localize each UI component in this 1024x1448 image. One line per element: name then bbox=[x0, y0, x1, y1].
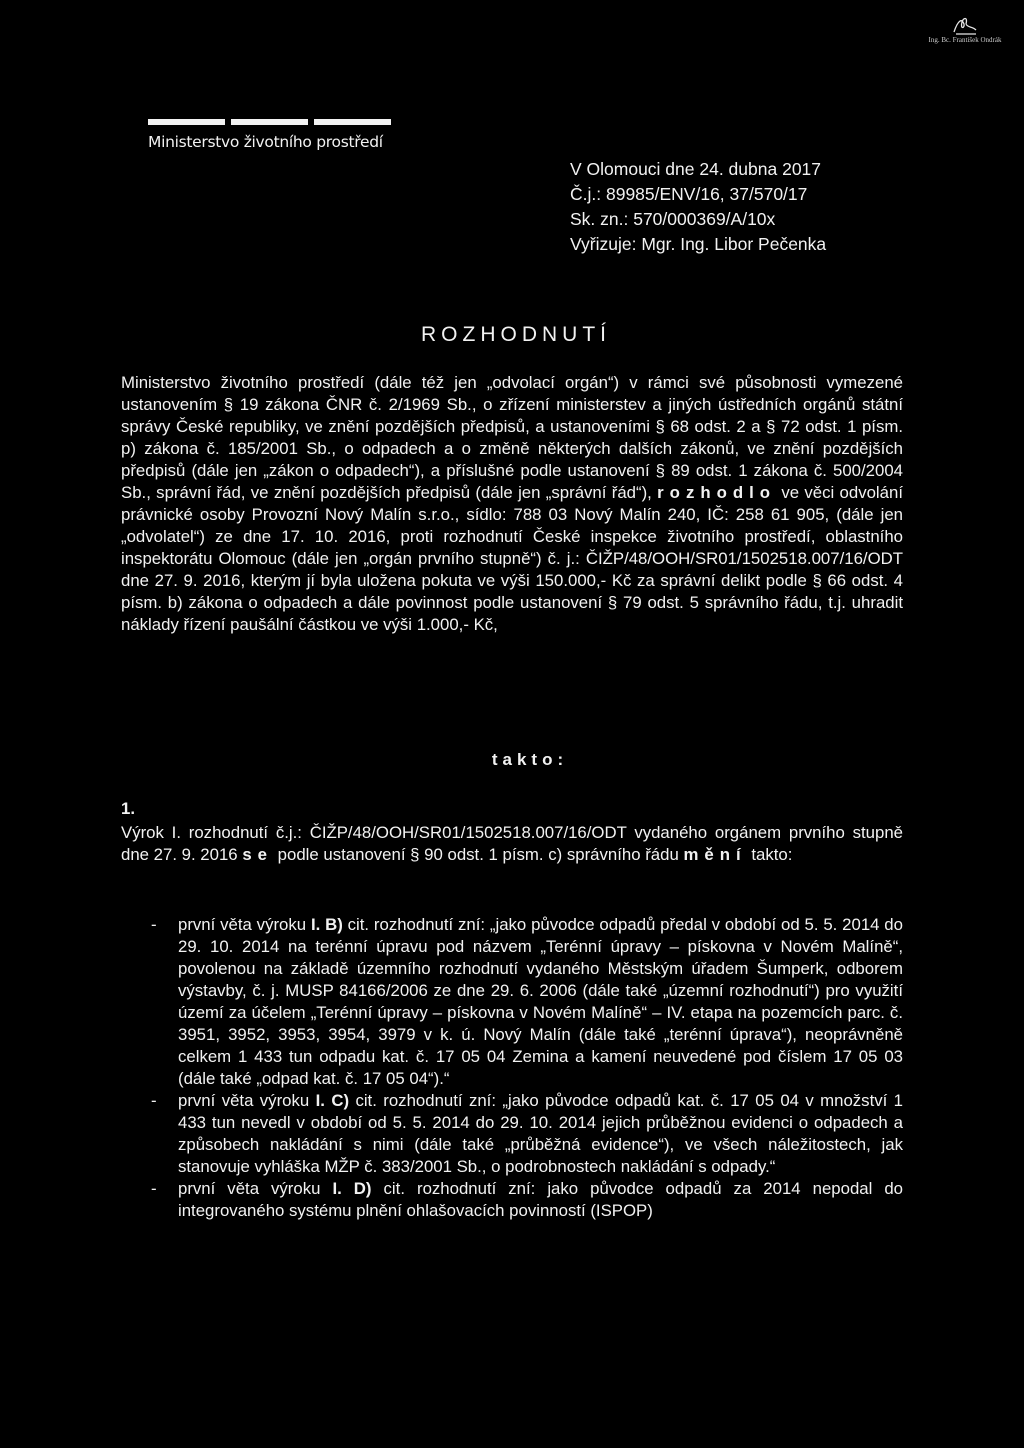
takto-heading: takto: bbox=[491, 750, 569, 769]
logo-bar bbox=[148, 119, 225, 125]
point-part2: podle ustanovení § 90 odst. 1 písm. c) správního řádu bbox=[277, 845, 679, 864]
point-part1: Výrok I. rozhodnutí č.j.: ČIŽP/48/OOH/SR01/1502518.007/16/ODT vydaného orgánem prvního stupně dne 27. 9. 2016 bbox=[121, 823, 903, 864]
list-dash: - bbox=[151, 1179, 157, 1198]
logo-bar bbox=[231, 119, 308, 125]
item-lead: první věta výroku bbox=[178, 1091, 310, 1110]
document-meta bbox=[570, 157, 826, 257]
point-paragraph bbox=[121, 822, 903, 866]
item-text: cit. rozhodnutí zní: jako původce odpadů za 2014 nepodal do integrovaného systému plnění ohlašovacích povinností (ISPOP) bbox=[178, 1179, 904, 1220]
intro-verb: rozhodlo bbox=[657, 483, 776, 502]
list-item bbox=[121, 914, 903, 1090]
signature bbox=[926, 14, 1004, 44]
ministry-logo bbox=[148, 119, 398, 151]
point-number: 1. bbox=[121, 799, 135, 818]
point-se: se bbox=[242, 845, 273, 864]
item-lead: první věta výroku bbox=[178, 1179, 321, 1198]
point-part3: takto: bbox=[751, 845, 793, 864]
item-ref: I. D) bbox=[332, 1179, 372, 1198]
reference-number: Č.j.: 89985/ENV/16, 37/570/17 bbox=[570, 184, 808, 204]
intro-paragraph bbox=[121, 372, 903, 636]
list-item bbox=[121, 1090, 903, 1178]
logo-bars bbox=[148, 119, 398, 125]
intro-part1: Ministerstvo životního prostředí (dále též jen „odvolací orgán“) v rámci své působnosti vymezené ustanovením § 19 zákona ČNR č. 2/1969 Sb., o zřízení ministerstev a jiných ústředních orgánů státní správy České republiky, ve znění pozdějších předpisů, a ustanoveními § 68 odst. 2 a § 72 odst. 1 písm. p) zákona č. 185/2001 Sb., o odpadech a o změně některých dalších zákonů, ve znění pozdějších předpisů (dále jen „zákon o odpadech“), a příslušné podle ustanovení § 89 odst. 1 zákona č. 500/2004 Sb., správní řád, ve znění pozdějších předpisů (dále jen „správní řád“), bbox=[121, 373, 903, 502]
item-ref: I. C) bbox=[315, 1091, 350, 1110]
change-list bbox=[121, 914, 903, 1222]
signature-scribble-icon bbox=[950, 14, 980, 36]
place-date: V Olomouci dne 24. dubna 2017 bbox=[570, 159, 822, 179]
item-text: cit. rozhodnutí zní: „jako původce odpadů kat. č. 17 05 04 v množství 1 433 tun nevedl v období od 5. 5. 2014 do 29. 10. 2014 jejich průběžnou evidenci o odpadech a způsobech nakládání s nimi (dále také „průběžná evidence“), ve všech náležitostech, jak stanovuje vyhláška MŽP č. 383/2001 Sb., o podrobnostech nakládání s odpady.“ bbox=[178, 1091, 903, 1176]
handled-by: Vyřizuje: Mgr. Ing. Libor Pečenka bbox=[570, 234, 827, 254]
document-title: ROZHODNUTÍ bbox=[421, 323, 611, 346]
list-item bbox=[121, 1178, 903, 1222]
ministry-name: Ministerstvo životního prostředí bbox=[148, 133, 383, 151]
item-lead: první věta výroku bbox=[178, 915, 307, 934]
logo-bar bbox=[314, 119, 391, 125]
signature-name: Ing. Bc. František Ondrák bbox=[928, 36, 1002, 44]
intro-part2: ve věci odvolání právnické osoby Provozní Nový Malín s.r.o., sídlo: 788 03 Nový Malín 240, IČ: 258 61 905, (dále jen „odvolatel“) ze dne 17. 10. 2016, proti rozhodnutí České inspekce životního prostředí, oblastního inspektorátu Olomouc (dále jen „orgán prvního stupně“) č. j.: ČIŽP/48/OOH/SR01/1502518.007/16/ODT dne 27. 9. 2016, kterým jí byla uložena pokuta ve výši 150.000,- Kč za správní delikt podle § 66 odst. 4 písm. b) zákona o odpadech a dále povinnost podle ustanovení § 79 odst. 5 správního řádu, t.j. uhradit náklady řízení paušální částkou ve výši 1.000,- Kč, bbox=[121, 483, 903, 634]
item-text: cit. rozhodnutí zní: „jako původce odpadů předal v období od 5. 5. 2014 do 29. 10. 2014 na terénní úpravu pod názvem „Terénní úpravy – pískovna v Novém Malíně“, povolenou na základě územního rozhodnutí vydaného Městským úřadem Šumperk, odborem výstavby, č. j. MUSP 84166/2006 ze dne 29. 6. 2006 (dále také „územní rozhodnutí“) pro využití území za účelem „Terénní úpravy – pískovna v Novém Malíně“ – IV. etapa na pozemcích parc. č. 3951, 3952, 3953, 3954, 3979 v k. ú. Nový Malín (dále také „terénní úprava“), neoprávněně celkem 1 433 tun odpadu kat. č. 17 05 04 Zemina a kamení neuvedené pod číslem 17 05 03 (dále také „odpad kat. č. 17 05 04“).“ bbox=[178, 915, 903, 1088]
list-dash: - bbox=[151, 1091, 157, 1110]
point-meni: mění bbox=[683, 845, 747, 864]
list-dash: - bbox=[151, 915, 157, 934]
file-mark: Sk. zn.: 570/000369/A/10x bbox=[570, 209, 776, 229]
item-ref: I. B) bbox=[310, 915, 343, 934]
